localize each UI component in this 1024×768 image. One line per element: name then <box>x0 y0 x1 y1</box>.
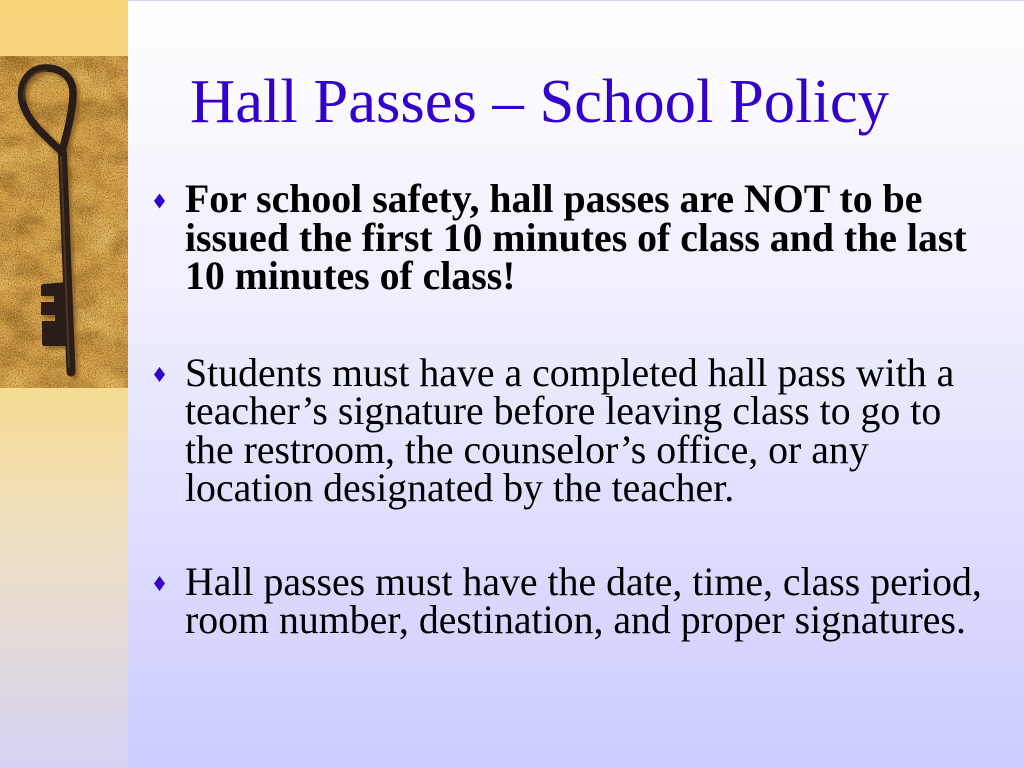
bullet-text-line: teacher’s signature before leaving class to go to <box>185 389 942 433</box>
bullet-text-line: Hall passes must have the date, time, class period, <box>185 559 982 604</box>
bullet-item <box>154 177 1014 340</box>
bullet-text-line: Students must have a completed hall pass with a <box>185 350 955 395</box>
bullet-item <box>154 559 1014 723</box>
bullet-text-line: location designated by the teacher. <box>185 466 735 510</box>
diamond-bullet-icon <box>154 576 165 591</box>
diamond-bullet-icon <box>154 367 165 382</box>
bullet-text <box>185 559 982 642</box>
bullet-text-line: issued the first 10 minutes of class and the last <box>185 215 967 260</box>
diamond-bullet-icon <box>154 194 165 209</box>
left-decor-strip <box>0 0 128 768</box>
bullet-text-line: For school safety, hall passes are NOT to be <box>185 177 923 221</box>
key-photo <box>0 56 128 388</box>
bullet-text <box>185 177 967 298</box>
bullet-text-line: the restroom, the counselor’s office, or any <box>185 427 869 472</box>
bullet-text <box>185 350 955 510</box>
bullet-text-line: 10 minutes of class! <box>185 254 516 298</box>
bullet-item <box>154 350 1014 514</box>
bullet-text-line: room number, destination, and proper signatures. <box>185 598 966 642</box>
slide-title: Hall Passes – School Policy <box>190 66 889 136</box>
